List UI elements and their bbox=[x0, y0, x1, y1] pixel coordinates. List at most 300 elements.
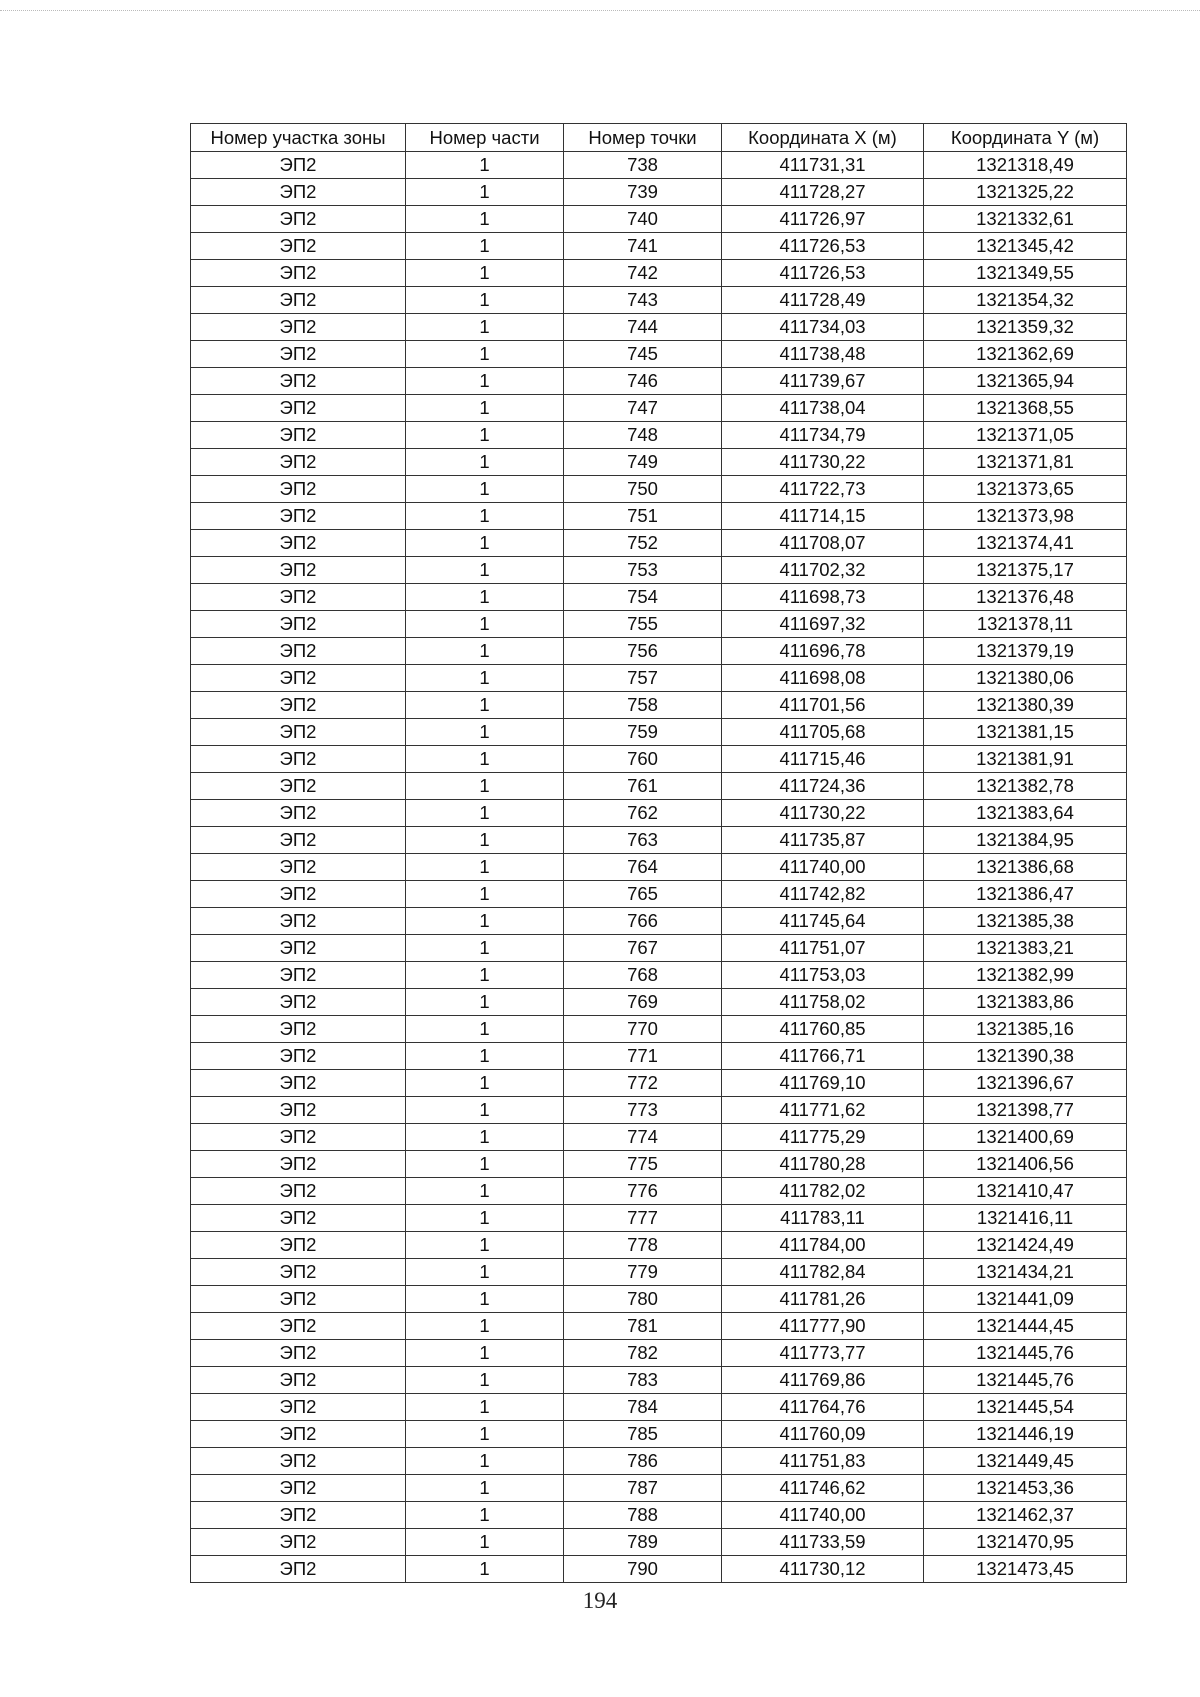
cell-zone-section: ЭП2 bbox=[191, 1475, 406, 1502]
cell-zone-section: ЭП2 bbox=[191, 989, 406, 1016]
cell-coordinate-x: 411705,68 bbox=[722, 719, 924, 746]
cell-coordinate-x: 411738,04 bbox=[722, 395, 924, 422]
cell-zone-section: ЭП2 bbox=[191, 152, 406, 179]
table-row bbox=[191, 746, 1127, 773]
cell-coordinate-y: 1321368,55 bbox=[924, 395, 1127, 422]
cell-coordinate-x: 411697,32 bbox=[722, 611, 924, 638]
cell-coordinate-x: 411724,36 bbox=[722, 773, 924, 800]
cell-part-number: 1 bbox=[406, 287, 564, 314]
cell-zone-section: ЭП2 bbox=[191, 1448, 406, 1475]
cell-part-number: 1 bbox=[406, 800, 564, 827]
cell-coordinate-y: 1321380,06 bbox=[924, 665, 1127, 692]
cell-coordinate-x: 411715,46 bbox=[722, 746, 924, 773]
cell-coordinate-y: 1321383,64 bbox=[924, 800, 1127, 827]
cell-coordinate-x: 411751,83 bbox=[722, 1448, 924, 1475]
cell-part-number: 1 bbox=[406, 692, 564, 719]
cell-zone-section: ЭП2 bbox=[191, 530, 406, 557]
cell-point-number: 760 bbox=[564, 746, 722, 773]
cell-part-number: 1 bbox=[406, 1367, 564, 1394]
cell-coordinate-y: 1321462,37 bbox=[924, 1502, 1127, 1529]
cell-part-number: 1 bbox=[406, 206, 564, 233]
cell-point-number: 745 bbox=[564, 341, 722, 368]
cell-coordinate-y: 1321424,49 bbox=[924, 1232, 1127, 1259]
table-row bbox=[191, 800, 1127, 827]
table-row bbox=[191, 908, 1127, 935]
table-row bbox=[191, 1475, 1127, 1502]
cell-part-number: 1 bbox=[406, 1340, 564, 1367]
table-row bbox=[191, 989, 1127, 1016]
cell-coordinate-y: 1321371,81 bbox=[924, 449, 1127, 476]
cell-coordinate-y: 1321332,61 bbox=[924, 206, 1127, 233]
table-row bbox=[191, 530, 1127, 557]
cell-coordinate-x: 411738,48 bbox=[722, 341, 924, 368]
cell-point-number: 781 bbox=[564, 1313, 722, 1340]
cell-point-number: 744 bbox=[564, 314, 722, 341]
cell-coordinate-x: 411771,62 bbox=[722, 1097, 924, 1124]
table-row bbox=[191, 476, 1127, 503]
cell-point-number: 741 bbox=[564, 233, 722, 260]
cell-part-number: 1 bbox=[406, 1016, 564, 1043]
header-point-number: Номер точки bbox=[564, 124, 722, 152]
cell-point-number: 785 bbox=[564, 1421, 722, 1448]
cell-coordinate-y: 1321444,45 bbox=[924, 1313, 1127, 1340]
cell-coordinate-x: 411784,00 bbox=[722, 1232, 924, 1259]
cell-coordinate-x: 411726,97 bbox=[722, 206, 924, 233]
cell-coordinate-x: 411731,31 bbox=[722, 152, 924, 179]
cell-coordinate-x: 411734,79 bbox=[722, 422, 924, 449]
cell-part-number: 1 bbox=[406, 1205, 564, 1232]
cell-coordinate-x: 411708,07 bbox=[722, 530, 924, 557]
table-row bbox=[191, 1313, 1127, 1340]
cell-part-number: 1 bbox=[406, 1502, 564, 1529]
header-part-number: Номер части bbox=[406, 124, 564, 152]
cell-coordinate-x: 411775,29 bbox=[722, 1124, 924, 1151]
cell-point-number: 776 bbox=[564, 1178, 722, 1205]
cell-point-number: 753 bbox=[564, 557, 722, 584]
cell-zone-section: ЭП2 bbox=[191, 1097, 406, 1124]
cell-part-number: 1 bbox=[406, 260, 564, 287]
cell-coordinate-y: 1321378,11 bbox=[924, 611, 1127, 638]
table-row bbox=[191, 260, 1127, 287]
cell-part-number: 1 bbox=[406, 935, 564, 962]
cell-point-number: 773 bbox=[564, 1097, 722, 1124]
page-number: 194 bbox=[582, 1588, 618, 1613]
cell-zone-section: ЭП2 bbox=[191, 1421, 406, 1448]
cell-point-number: 748 bbox=[564, 422, 722, 449]
cell-coordinate-x: 411764,76 bbox=[722, 1394, 924, 1421]
cell-zone-section: ЭП2 bbox=[191, 1529, 406, 1556]
cell-coordinate-x: 411745,64 bbox=[722, 908, 924, 935]
table-row bbox=[191, 1232, 1127, 1259]
cell-point-number: 775 bbox=[564, 1151, 722, 1178]
cell-coordinate-y: 1321371,05 bbox=[924, 422, 1127, 449]
cell-coordinate-y: 1321473,45 bbox=[924, 1556, 1127, 1583]
cell-coordinate-y: 1321373,98 bbox=[924, 503, 1127, 530]
table-row bbox=[191, 962, 1127, 989]
cell-point-number: 767 bbox=[564, 935, 722, 962]
cell-coordinate-x: 411766,71 bbox=[722, 1043, 924, 1070]
cell-coordinate-y: 1321381,91 bbox=[924, 746, 1127, 773]
cell-part-number: 1 bbox=[406, 1232, 564, 1259]
table-row bbox=[191, 665, 1127, 692]
cell-zone-section: ЭП2 bbox=[191, 827, 406, 854]
cell-point-number: 765 bbox=[564, 881, 722, 908]
cell-zone-section: ЭП2 bbox=[191, 557, 406, 584]
cell-zone-section: ЭП2 bbox=[191, 1394, 406, 1421]
cell-point-number: 778 bbox=[564, 1232, 722, 1259]
cell-coordinate-y: 1321385,38 bbox=[924, 908, 1127, 935]
cell-part-number: 1 bbox=[406, 719, 564, 746]
cell-zone-section: ЭП2 bbox=[191, 341, 406, 368]
cell-part-number: 1 bbox=[406, 665, 564, 692]
coordinates-table bbox=[190, 123, 1127, 1583]
cell-point-number: 755 bbox=[564, 611, 722, 638]
cell-part-number: 1 bbox=[406, 1556, 564, 1583]
cell-coordinate-x: 411739,67 bbox=[722, 368, 924, 395]
table-row bbox=[191, 206, 1127, 233]
table-row bbox=[191, 314, 1127, 341]
cell-part-number: 1 bbox=[406, 746, 564, 773]
cell-coordinate-y: 1321374,41 bbox=[924, 530, 1127, 557]
cell-zone-section: ЭП2 bbox=[191, 1286, 406, 1313]
cell-zone-section: ЭП2 bbox=[191, 908, 406, 935]
table-row bbox=[191, 233, 1127, 260]
cell-coordinate-y: 1321434,21 bbox=[924, 1259, 1127, 1286]
cell-coordinate-y: 1321386,47 bbox=[924, 881, 1127, 908]
cell-coordinate-y: 1321318,49 bbox=[924, 152, 1127, 179]
cell-zone-section: ЭП2 bbox=[191, 1556, 406, 1583]
cell-zone-section: ЭП2 bbox=[191, 206, 406, 233]
cell-part-number: 1 bbox=[406, 638, 564, 665]
header-coordinate-y: Координата Y (м) bbox=[924, 124, 1127, 152]
cell-coordinate-x: 411714,15 bbox=[722, 503, 924, 530]
cell-zone-section: ЭП2 bbox=[191, 314, 406, 341]
cell-coordinate-x: 411746,62 bbox=[722, 1475, 924, 1502]
table-row bbox=[191, 1259, 1127, 1286]
cell-point-number: 771 bbox=[564, 1043, 722, 1070]
cell-coordinate-y: 1321382,99 bbox=[924, 962, 1127, 989]
cell-point-number: 774 bbox=[564, 1124, 722, 1151]
cell-coordinate-y: 1321325,22 bbox=[924, 179, 1127, 206]
cell-part-number: 1 bbox=[406, 152, 564, 179]
cell-point-number: 754 bbox=[564, 584, 722, 611]
cell-zone-section: ЭП2 bbox=[191, 449, 406, 476]
cell-part-number: 1 bbox=[406, 1151, 564, 1178]
cell-zone-section: ЭП2 bbox=[191, 800, 406, 827]
table-body bbox=[191, 152, 1127, 1583]
table-row bbox=[191, 1502, 1127, 1529]
cell-point-number: 787 bbox=[564, 1475, 722, 1502]
table-row bbox=[191, 881, 1127, 908]
cell-part-number: 1 bbox=[406, 368, 564, 395]
table-row bbox=[191, 341, 1127, 368]
cell-coordinate-y: 1321365,94 bbox=[924, 368, 1127, 395]
cell-part-number: 1 bbox=[406, 773, 564, 800]
table-row bbox=[191, 422, 1127, 449]
cell-coordinate-x: 411773,77 bbox=[722, 1340, 924, 1367]
cell-point-number: 739 bbox=[564, 179, 722, 206]
table-row bbox=[191, 1097, 1127, 1124]
cell-coordinate-x: 411777,90 bbox=[722, 1313, 924, 1340]
cell-coordinate-y: 1321416,11 bbox=[924, 1205, 1127, 1232]
cell-point-number: 766 bbox=[564, 908, 722, 935]
table-row bbox=[191, 1178, 1127, 1205]
table-row bbox=[191, 827, 1127, 854]
cell-coordinate-y: 1321362,69 bbox=[924, 341, 1127, 368]
cell-coordinate-x: 411740,00 bbox=[722, 1502, 924, 1529]
cell-zone-section: ЭП2 bbox=[191, 611, 406, 638]
cell-coordinate-y: 1321400,69 bbox=[924, 1124, 1127, 1151]
cell-coordinate-y: 1321396,67 bbox=[924, 1070, 1127, 1097]
cell-point-number: 762 bbox=[564, 800, 722, 827]
cell-point-number: 759 bbox=[564, 719, 722, 746]
cell-coordinate-x: 411730,22 bbox=[722, 800, 924, 827]
cell-part-number: 1 bbox=[406, 530, 564, 557]
table-row bbox=[191, 152, 1127, 179]
cell-point-number: 761 bbox=[564, 773, 722, 800]
cell-part-number: 1 bbox=[406, 989, 564, 1016]
table-row bbox=[191, 287, 1127, 314]
cell-point-number: 749 bbox=[564, 449, 722, 476]
cell-coordinate-y: 1321453,36 bbox=[924, 1475, 1127, 1502]
cell-zone-section: ЭП2 bbox=[191, 935, 406, 962]
cell-zone-section: ЭП2 bbox=[191, 773, 406, 800]
cell-zone-section: ЭП2 bbox=[191, 1178, 406, 1205]
table-row bbox=[191, 557, 1127, 584]
cell-point-number: 757 bbox=[564, 665, 722, 692]
table-row bbox=[191, 1421, 1127, 1448]
table-row bbox=[191, 719, 1127, 746]
cell-coordinate-y: 1321349,55 bbox=[924, 260, 1127, 287]
cell-coordinate-x: 411728,49 bbox=[722, 287, 924, 314]
cell-coordinate-y: 1321384,95 bbox=[924, 827, 1127, 854]
cell-coordinate-x: 411769,86 bbox=[722, 1367, 924, 1394]
cell-zone-section: ЭП2 bbox=[191, 1313, 406, 1340]
cell-point-number: 763 bbox=[564, 827, 722, 854]
table-row bbox=[191, 773, 1127, 800]
cell-zone-section: ЭП2 bbox=[191, 260, 406, 287]
cell-zone-section: ЭП2 bbox=[191, 665, 406, 692]
cell-zone-section: ЭП2 bbox=[191, 476, 406, 503]
table-row bbox=[191, 1124, 1127, 1151]
cell-zone-section: ЭП2 bbox=[191, 368, 406, 395]
cell-coordinate-y: 1321380,39 bbox=[924, 692, 1127, 719]
cell-point-number: 742 bbox=[564, 260, 722, 287]
cell-coordinate-x: 411780,28 bbox=[722, 1151, 924, 1178]
table-row bbox=[191, 395, 1127, 422]
cell-coordinate-y: 1321359,32 bbox=[924, 314, 1127, 341]
header-coordinate-x: Координата X (м) bbox=[722, 124, 924, 152]
table-header-row bbox=[191, 124, 1127, 152]
cell-point-number: 751 bbox=[564, 503, 722, 530]
cell-coordinate-x: 411751,07 bbox=[722, 935, 924, 962]
cell-coordinate-x: 411760,85 bbox=[722, 1016, 924, 1043]
cell-part-number: 1 bbox=[406, 503, 564, 530]
table-row bbox=[191, 368, 1127, 395]
cell-zone-section: ЭП2 bbox=[191, 1259, 406, 1286]
table-row bbox=[191, 1448, 1127, 1475]
cell-point-number: 768 bbox=[564, 962, 722, 989]
cell-point-number: 758 bbox=[564, 692, 722, 719]
cell-coordinate-y: 1321381,15 bbox=[924, 719, 1127, 746]
table-row bbox=[191, 584, 1127, 611]
cell-coordinate-y: 1321446,19 bbox=[924, 1421, 1127, 1448]
cell-part-number: 1 bbox=[406, 1313, 564, 1340]
cell-point-number: 783 bbox=[564, 1367, 722, 1394]
cell-point-number: 747 bbox=[564, 395, 722, 422]
table-row bbox=[191, 1367, 1127, 1394]
cell-part-number: 1 bbox=[406, 1043, 564, 1070]
cell-coordinate-y: 1321354,32 bbox=[924, 287, 1127, 314]
cell-part-number: 1 bbox=[406, 557, 564, 584]
cell-coordinate-y: 1321406,56 bbox=[924, 1151, 1127, 1178]
cell-zone-section: ЭП2 bbox=[191, 1124, 406, 1151]
cell-zone-section: ЭП2 bbox=[191, 962, 406, 989]
cell-coordinate-x: 411702,32 bbox=[722, 557, 924, 584]
cell-coordinate-y: 1321383,21 bbox=[924, 935, 1127, 962]
cell-part-number: 1 bbox=[406, 1448, 564, 1475]
cell-point-number: 788 bbox=[564, 1502, 722, 1529]
cell-part-number: 1 bbox=[406, 1097, 564, 1124]
cell-coordinate-x: 411735,87 bbox=[722, 827, 924, 854]
cell-part-number: 1 bbox=[406, 1421, 564, 1448]
cell-part-number: 1 bbox=[406, 1475, 564, 1502]
cell-part-number: 1 bbox=[406, 179, 564, 206]
cell-point-number: 770 bbox=[564, 1016, 722, 1043]
cell-part-number: 1 bbox=[406, 611, 564, 638]
cell-point-number: 777 bbox=[564, 1205, 722, 1232]
table-row bbox=[191, 1016, 1127, 1043]
cell-zone-section: ЭП2 bbox=[191, 692, 406, 719]
cell-zone-section: ЭП2 bbox=[191, 1043, 406, 1070]
cell-coordinate-y: 1321379,19 bbox=[924, 638, 1127, 665]
cell-zone-section: ЭП2 bbox=[191, 395, 406, 422]
cell-coordinate-y: 1321382,78 bbox=[924, 773, 1127, 800]
table-row bbox=[191, 1070, 1127, 1097]
cell-coordinate-x: 411782,02 bbox=[722, 1178, 924, 1205]
cell-coordinate-y: 1321410,47 bbox=[924, 1178, 1127, 1205]
cell-coordinate-y: 1321386,68 bbox=[924, 854, 1127, 881]
table-row bbox=[191, 1043, 1127, 1070]
cell-point-number: 784 bbox=[564, 1394, 722, 1421]
cell-part-number: 1 bbox=[406, 1124, 564, 1151]
cell-point-number: 764 bbox=[564, 854, 722, 881]
header-zone-section: Номер участка зоны bbox=[191, 124, 406, 152]
cell-coordinate-y: 1321376,48 bbox=[924, 584, 1127, 611]
cell-part-number: 1 bbox=[406, 233, 564, 260]
table-row bbox=[191, 503, 1127, 530]
cell-part-number: 1 bbox=[406, 827, 564, 854]
cell-zone-section: ЭП2 bbox=[191, 1016, 406, 1043]
cell-coordinate-x: 411698,08 bbox=[722, 665, 924, 692]
cell-part-number: 1 bbox=[406, 476, 564, 503]
cell-coordinate-x: 411734,03 bbox=[722, 314, 924, 341]
cell-coordinate-y: 1321445,76 bbox=[924, 1367, 1127, 1394]
cell-coordinate-y: 1321383,86 bbox=[924, 989, 1127, 1016]
table-row bbox=[191, 1286, 1127, 1313]
cell-point-number: 790 bbox=[564, 1556, 722, 1583]
cell-point-number: 780 bbox=[564, 1286, 722, 1313]
cell-part-number: 1 bbox=[406, 395, 564, 422]
cell-zone-section: ЭП2 bbox=[191, 287, 406, 314]
cell-point-number: 769 bbox=[564, 989, 722, 1016]
cell-coordinate-x: 411781,26 bbox=[722, 1286, 924, 1313]
cell-zone-section: ЭП2 bbox=[191, 1232, 406, 1259]
cell-coordinate-x: 411740,00 bbox=[722, 854, 924, 881]
cell-zone-section: ЭП2 bbox=[191, 179, 406, 206]
cell-coordinate-x: 411726,53 bbox=[722, 260, 924, 287]
cell-part-number: 1 bbox=[406, 449, 564, 476]
cell-coordinate-y: 1321470,95 bbox=[924, 1529, 1127, 1556]
cell-coordinate-x: 411733,59 bbox=[722, 1529, 924, 1556]
cell-zone-section: ЭП2 bbox=[191, 746, 406, 773]
cell-coordinate-x: 411760,09 bbox=[722, 1421, 924, 1448]
cell-part-number: 1 bbox=[406, 908, 564, 935]
cell-zone-section: ЭП2 bbox=[191, 1502, 406, 1529]
cell-part-number: 1 bbox=[406, 422, 564, 449]
cell-point-number: 782 bbox=[564, 1340, 722, 1367]
table-row bbox=[191, 692, 1127, 719]
cell-zone-section: ЭП2 bbox=[191, 422, 406, 449]
table-row bbox=[191, 1340, 1127, 1367]
cell-part-number: 1 bbox=[406, 584, 564, 611]
cell-coordinate-y: 1321373,65 bbox=[924, 476, 1127, 503]
cell-zone-section: ЭП2 bbox=[191, 1340, 406, 1367]
page-top-edge bbox=[0, 10, 1200, 11]
cell-zone-section: ЭП2 bbox=[191, 233, 406, 260]
cell-coordinate-x: 411730,12 bbox=[722, 1556, 924, 1583]
cell-zone-section: ЭП2 bbox=[191, 584, 406, 611]
cell-coordinate-y: 1321441,09 bbox=[924, 1286, 1127, 1313]
cell-part-number: 1 bbox=[406, 1259, 564, 1286]
cell-point-number: 786 bbox=[564, 1448, 722, 1475]
cell-coordinate-y: 1321385,16 bbox=[924, 1016, 1127, 1043]
cell-part-number: 1 bbox=[406, 1070, 564, 1097]
cell-zone-section: ЭП2 bbox=[191, 503, 406, 530]
cell-coordinate-x: 411758,02 bbox=[722, 989, 924, 1016]
cell-zone-section: ЭП2 bbox=[191, 1151, 406, 1178]
cell-point-number: 740 bbox=[564, 206, 722, 233]
table-row bbox=[191, 449, 1127, 476]
table-row bbox=[191, 1556, 1127, 1583]
cell-point-number: 752 bbox=[564, 530, 722, 557]
cell-part-number: 1 bbox=[406, 1394, 564, 1421]
cell-zone-section: ЭП2 bbox=[191, 1367, 406, 1394]
cell-coordinate-x: 411701,56 bbox=[722, 692, 924, 719]
cell-coordinate-y: 1321345,42 bbox=[924, 233, 1127, 260]
cell-zone-section: ЭП2 bbox=[191, 1205, 406, 1232]
table-row bbox=[191, 935, 1127, 962]
cell-coordinate-x: 411698,73 bbox=[722, 584, 924, 611]
cell-coordinate-x: 411742,82 bbox=[722, 881, 924, 908]
cell-part-number: 1 bbox=[406, 854, 564, 881]
cell-part-number: 1 bbox=[406, 962, 564, 989]
cell-point-number: 789 bbox=[564, 1529, 722, 1556]
cell-part-number: 1 bbox=[406, 314, 564, 341]
cell-coordinate-y: 1321398,77 bbox=[924, 1097, 1127, 1124]
cell-coordinate-x: 411782,84 bbox=[722, 1259, 924, 1286]
cell-coordinate-x: 411730,22 bbox=[722, 449, 924, 476]
cell-coordinate-x: 411728,27 bbox=[722, 179, 924, 206]
cell-coordinate-x: 411722,73 bbox=[722, 476, 924, 503]
cell-part-number: 1 bbox=[406, 881, 564, 908]
cell-point-number: 756 bbox=[564, 638, 722, 665]
cell-coordinate-x: 411726,53 bbox=[722, 233, 924, 260]
cell-zone-section: ЭП2 bbox=[191, 1070, 406, 1097]
cell-coordinate-x: 411753,03 bbox=[722, 962, 924, 989]
table-row bbox=[191, 1205, 1127, 1232]
table-row bbox=[191, 179, 1127, 206]
